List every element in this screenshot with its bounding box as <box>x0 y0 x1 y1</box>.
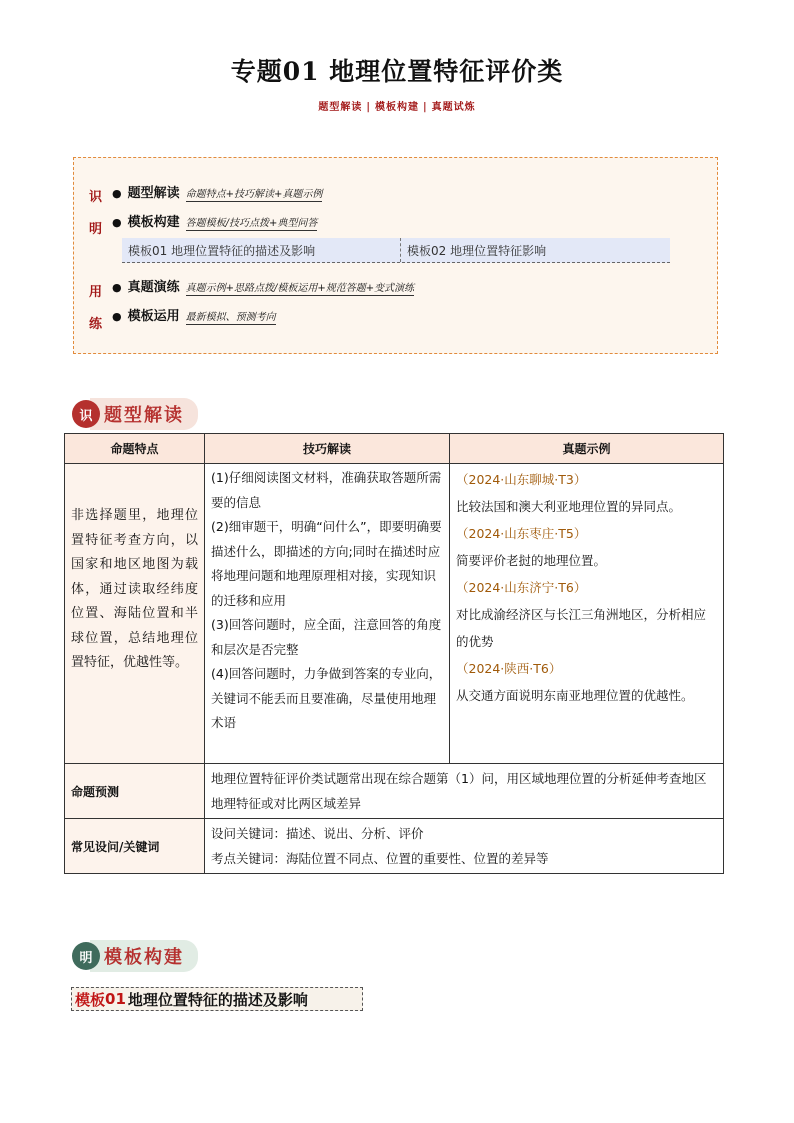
table-header-row <box>65 434 724 464</box>
side-char-2: 明 <box>89 222 103 237</box>
side-char-4: 练 <box>89 317 103 332</box>
analysis-table <box>64 433 724 874</box>
tip-item: (1)仔细阅读图文材料，准确获取答题所需要的信息 <box>211 470 442 510</box>
table-header: 真题示例 <box>450 434 724 464</box>
example-source: （2024·山东聊城·T3） <box>456 472 587 487</box>
examples-cell <box>450 464 724 764</box>
example-question: 对比成渝经济区与长江三角洲地区，分析相应的优势 <box>456 607 707 649</box>
subtitle-separator: | <box>423 102 428 113</box>
template-title: 地理位置特征的描述及影响 <box>127 990 308 1009</box>
table-header: 命题特点 <box>65 434 205 464</box>
table-row <box>65 819 724 874</box>
overview-label: 题型解读 <box>127 186 180 201</box>
table-header: 技巧解读 <box>205 434 450 464</box>
keywords-cell <box>205 819 724 874</box>
subtitle-part-3: 真题试炼 <box>431 102 476 113</box>
prediction-text: 地理位置特征评价类试题常出现在综合题第（1）问，用区域地理位置的分析延伸考查地区地理特征或对比两区域差异 <box>205 764 724 819</box>
overview-row-3 <box>112 276 414 296</box>
bullet-icon: ● <box>112 187 122 200</box>
page-subtitle <box>0 98 794 113</box>
bullet-icon: ● <box>112 281 122 294</box>
example-question: 简要评价老挝的地理位置。 <box>456 553 607 568</box>
example-source: （2024·山东枣庄·T5） <box>456 526 587 541</box>
keywords-label: 常见设问/关键词 <box>65 819 205 874</box>
side-char-3: 用 <box>89 285 103 300</box>
overview-desc: 答题模板/技巧点拨+典型问答 <box>186 214 318 231</box>
overview-desc: 命题特点+技巧解读+真题示例 <box>186 185 323 202</box>
keyword-line: 考点关键词：海陆位置不同点、位置的重要性、位置的差异等 <box>211 851 549 866</box>
template-list-item-1[interactable]: 模板01 地理位置特征的描述及影响 <box>122 238 401 262</box>
section-heading-template <box>72 940 198 972</box>
bullet-icon: ● <box>112 216 122 229</box>
keyword-line: 设问关键词：描述、说出、分析、评价 <box>211 826 424 841</box>
side-char-1: 识 <box>89 190 103 205</box>
section-badge-icon: 明 <box>72 942 100 970</box>
tip-item: (2)细审题干，明确“问什么”，即要明确要描述什么，即描述的方向;同时在描述时应将地理问题和地理原理相对接，实现知识的迁移和应用 <box>211 519 442 608</box>
overview-box <box>73 157 718 354</box>
table-row <box>65 464 724 764</box>
example-question: 比较法国和澳大利亚地理位置的异同点。 <box>456 499 682 514</box>
overview-desc: 最新模拟、预测考向 <box>186 308 276 325</box>
example-question: 从交通方面说明东南亚地理位置的优越性。 <box>456 688 694 703</box>
overview-desc: 真题示例+思路点拨/模板运用+规范答题+变式演练 <box>186 279 415 296</box>
feature-cell: 非选择题里，地理位置特征考查方向，以国家和地区地图为载体，通过读取经纬度位置、海陆位置和半球位置，总结地理位置特征，优越性等。 <box>65 464 205 764</box>
template-list-item-2[interactable]: 模板02 地理位置特征影响 <box>407 243 547 258</box>
prediction-label: 命题预测 <box>65 764 205 819</box>
template-list-bar <box>122 238 670 263</box>
overview-label: 真题演练 <box>127 280 180 295</box>
example-source: （2024·山东济宁·T6） <box>456 580 587 595</box>
tips-cell <box>205 464 450 764</box>
subtitle-separator: | <box>366 102 371 113</box>
example-source: （2024·陕西·T6） <box>456 661 562 676</box>
overview-row-1 <box>112 182 322 202</box>
subtitle-part-1: 题型解读 <box>318 102 363 113</box>
bullet-icon: ● <box>112 310 122 323</box>
tip-item: (4)回答问题时，力争做到答案的专业向，关键词不能丢而且要准确，尽量使用地理术语 <box>211 666 442 730</box>
section-heading-type-analysis <box>72 398 198 430</box>
tip-item: (3)回答问题时，应全面，注意回答的角度和层次是否完整 <box>211 617 442 657</box>
overview-row-4 <box>112 305 276 325</box>
section-badge-icon: 识 <box>72 400 100 428</box>
template-prefix: 模板 <box>75 990 106 1009</box>
section-title: 题型解读 <box>90 398 198 430</box>
overview-label: 模板构建 <box>127 215 180 230</box>
overview-label: 模板运用 <box>127 309 180 324</box>
overview-row-2 <box>112 211 317 231</box>
template-number: 01 <box>105 990 126 1008</box>
subtitle-part-2: 模板构建 <box>375 102 419 113</box>
page-title: 专题01 地理位置特征评价类 <box>230 57 564 86</box>
table-row <box>65 764 724 819</box>
template-01-heading <box>71 987 363 1011</box>
section-title: 模板构建 <box>90 940 198 972</box>
